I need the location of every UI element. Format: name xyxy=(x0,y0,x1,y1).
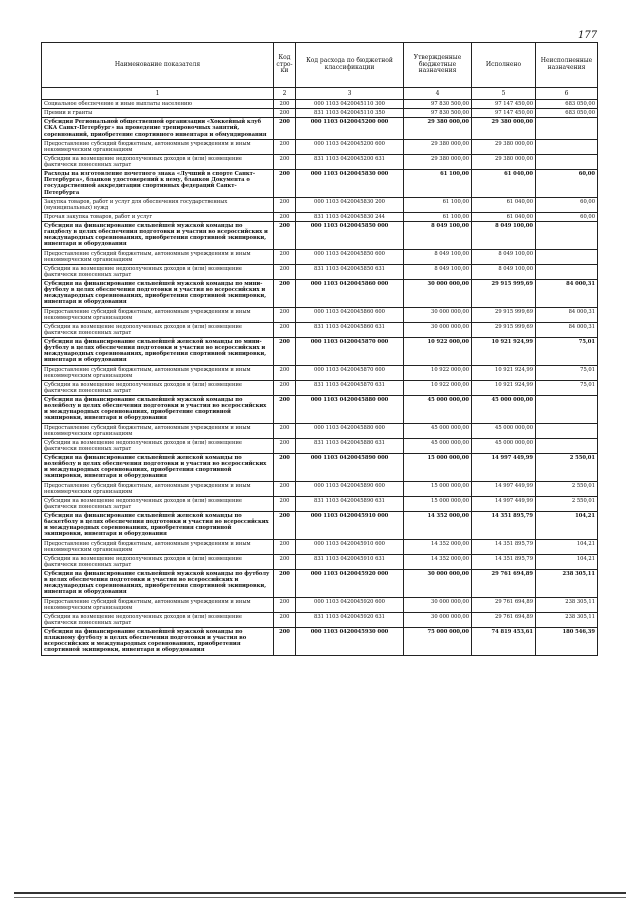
approved-amount-cell: 15 000 000,00 xyxy=(404,481,472,496)
executed-amount-cell: 8 049 100,00 xyxy=(472,249,536,264)
executed-amount-cell: 29 380 000,00 xyxy=(472,154,536,169)
indicator-name-cell: Субсидии на возмещение недополученных доходов и (или) возмещение фактически понесенных затрат xyxy=(42,264,274,279)
unexecuted-amount-cell xyxy=(536,423,598,438)
indicator-name-cell: Субсидии на возмещение недополученных доходов и (или) возмещение фактически понесенных затрат xyxy=(42,154,274,169)
line-code-cell: 200 xyxy=(274,612,296,627)
budget-code-cell: 000 1103 0420045890 000 xyxy=(296,454,404,482)
indicator-name-cell: Субсидия на финансирование сильнейшей мужской команды по гандболу в целях обеспечения подготовки и участия во всероссийских и международных соревнованиях, приобретения спортивной экипировки, инвентаря и оборудования xyxy=(42,222,274,250)
line-code-cell: 200 xyxy=(274,109,296,118)
executed-amount-cell: 45 000 000,00 xyxy=(472,423,536,438)
table-row xyxy=(42,365,598,380)
indicator-name-cell: Предоставление субсидий бюджетным, автономным учреждениям и иным некоммерческим организациям xyxy=(42,481,274,496)
approved-amount-cell: 15 000 000,00 xyxy=(404,496,472,511)
line-code-cell: 200 xyxy=(274,222,296,250)
unexecuted-amount-cell xyxy=(536,118,598,139)
line-code-cell: 200 xyxy=(274,438,296,453)
unexecuted-amount-cell: 238 305,11 xyxy=(536,570,598,598)
line-code-cell: 200 xyxy=(274,496,296,511)
approved-amount-cell: 10 922 000,00 xyxy=(404,365,472,380)
column-number: 5 xyxy=(472,88,536,100)
unexecuted-amount-cell: 238 305,11 xyxy=(536,597,598,612)
budget-code-cell: 000 1103 0420045200 600 xyxy=(296,139,404,154)
table-row xyxy=(42,539,598,554)
footer-rule xyxy=(14,892,626,894)
table-row xyxy=(42,438,598,453)
executed-amount-cell: 29 761 694,89 xyxy=(472,612,536,627)
executed-amount-cell: 29 915 999,69 xyxy=(472,280,536,308)
unexecuted-amount-cell: 60,00 xyxy=(536,212,598,221)
executed-amount-cell: 74 819 453,61 xyxy=(472,628,536,656)
header-indicator-name: Наименование показателя xyxy=(42,43,274,88)
unexecuted-amount-cell xyxy=(536,264,598,279)
indicator-name-cell: Прочая закупка товаров, работ и услуг xyxy=(42,212,274,221)
approved-amount-cell: 29 380 000,00 xyxy=(404,118,472,139)
budget-code-cell: 831 1103 0420045910 631 xyxy=(296,554,404,569)
line-code-cell: 200 xyxy=(274,454,296,482)
unexecuted-amount-cell xyxy=(536,438,598,453)
line-code-cell: 200 xyxy=(274,139,296,154)
line-code-cell: 200 xyxy=(274,249,296,264)
unexecuted-amount-cell xyxy=(536,249,598,264)
table-row xyxy=(42,280,598,308)
column-number: 6 xyxy=(536,88,598,100)
indicator-name-cell: Субсидии на возмещение недополученных доходов и (или) возмещение фактически понесенных затрат xyxy=(42,496,274,511)
table-body xyxy=(42,100,598,656)
executed-amount-cell: 61 040,00 xyxy=(472,197,536,212)
unexecuted-amount-cell: 2 550,01 xyxy=(536,454,598,482)
line-code-cell: 200 xyxy=(274,423,296,438)
table-row xyxy=(42,154,598,169)
table-row xyxy=(42,170,598,198)
budget-code-cell: 831 1103 0420045110 350 xyxy=(296,109,404,118)
approved-amount-cell: 10 922 000,00 xyxy=(404,338,472,366)
approved-amount-cell: 14 352 000,00 xyxy=(404,512,472,540)
line-code-cell: 200 xyxy=(274,396,296,424)
indicator-name-cell: Расходы на изготовление почетного знака «Лучший в спорте Санкт-Петербурга», бланков удостоверений к нему, бланков Документа о государственной аккредитации спортивных федераций Санкт-Петербурга xyxy=(42,170,274,198)
indicator-name-cell: Предоставление субсидий бюджетным, автономным учреждениям и иным некоммерческим организациям xyxy=(42,249,274,264)
budget-code-cell: 000 1103 0420045110 300 xyxy=(296,100,404,109)
indicator-name-cell: Субсидия на финансирование сильнейшей женской команды по мини-футболу в целях обеспечения подготовки и участия во всероссийских и международных соревнованиях, приобретения спортивной экипировки, инвентаря и оборудования xyxy=(42,338,274,366)
indicator-name-cell: Предоставление субсидий бюджетным, автономным учреждениям и иным некоммерческим организациям xyxy=(42,365,274,380)
executed-amount-cell: 10 921 924,99 xyxy=(472,365,536,380)
executed-amount-cell: 29 761 694,89 xyxy=(472,597,536,612)
approved-amount-cell: 8 049 100,00 xyxy=(404,249,472,264)
approved-amount-cell: 61 100,00 xyxy=(404,170,472,198)
budget-code-cell: 000 1103 0420045870 600 xyxy=(296,365,404,380)
indicator-name-cell: Субсидии на возмещение недополученных доходов и (или) возмещение фактически понесенных затрат xyxy=(42,612,274,627)
executed-amount-cell: 29 915 999,69 xyxy=(472,307,536,322)
budget-code-cell: 000 1103 0420045890 600 xyxy=(296,481,404,496)
table-row xyxy=(42,570,598,598)
executed-amount-cell: 61 040,00 xyxy=(472,212,536,221)
executed-amount-cell: 14 351 895,79 xyxy=(472,554,536,569)
budget-code-cell: 000 1103 0420045870 000 xyxy=(296,338,404,366)
table-row xyxy=(42,612,598,627)
unexecuted-amount-cell: 84 000,31 xyxy=(536,307,598,322)
indicator-name-cell: Субсидия на финансирование сильнейшей мужской команды по футболу в целях обеспечения подготовки и участия во всероссийских и международных соревнованиях, приобретения спортивной экипировки, инвентаря и оборудования xyxy=(42,570,274,598)
unexecuted-amount-cell: 104,21 xyxy=(536,512,598,540)
line-code-cell: 200 xyxy=(274,212,296,221)
budget-code-cell: 000 1103 0420045910 000 xyxy=(296,512,404,540)
unexecuted-amount-cell xyxy=(536,222,598,250)
line-code-cell: 200 xyxy=(274,322,296,337)
budget-code-cell: 000 1103 0420045920 000 xyxy=(296,570,404,598)
table-row xyxy=(42,423,598,438)
column-number: 2 xyxy=(274,88,296,100)
approved-amount-cell: 75 000 000,00 xyxy=(404,628,472,656)
line-code-cell: 200 xyxy=(274,154,296,169)
budget-code-cell: 831 1103 0420045200 631 xyxy=(296,154,404,169)
unexecuted-amount-cell: 75,01 xyxy=(536,365,598,380)
indicator-name-cell: Закупка товаров, работ и услуг для обеспечения государственных (муниципальных) нужд xyxy=(42,197,274,212)
approved-amount-cell: 45 000 000,00 xyxy=(404,438,472,453)
unexecuted-amount-cell: 60,00 xyxy=(536,170,598,198)
unexecuted-amount-cell: 104,21 xyxy=(536,539,598,554)
approved-amount-cell: 97 830 500,00 xyxy=(404,100,472,109)
approved-amount-cell: 30 000 000,00 xyxy=(404,612,472,627)
indicator-name-cell: Премии и гранты xyxy=(42,109,274,118)
indicator-name-cell: Предоставление субсидий бюджетным, автономным учреждениям и иным некоммерческим организациям xyxy=(42,539,274,554)
indicator-name-cell: Субсидии на возмещение недополученных доходов и (или) возмещение фактически понесенных затрат xyxy=(42,554,274,569)
approved-amount-cell: 61 100,00 xyxy=(404,212,472,221)
unexecuted-amount-cell: 683 050,00 xyxy=(536,109,598,118)
table-row xyxy=(42,212,598,221)
header-line-code: Код стро-ки xyxy=(274,43,296,88)
unexecuted-amount-cell xyxy=(536,396,598,424)
line-code-cell: 200 xyxy=(274,264,296,279)
budget-code-cell: 000 1103 0420045910 600 xyxy=(296,539,404,554)
executed-amount-cell: 45 000 000,00 xyxy=(472,438,536,453)
column-number: 1 xyxy=(42,88,274,100)
line-code-cell: 200 xyxy=(274,338,296,366)
unexecuted-amount-cell: 180 546,39 xyxy=(536,628,598,656)
table-row xyxy=(42,100,598,109)
executed-amount-cell: 45 000 000,00 xyxy=(472,396,536,424)
table-header-row xyxy=(42,43,598,88)
table-row xyxy=(42,109,598,118)
approved-amount-cell: 29 380 000,00 xyxy=(404,154,472,169)
unexecuted-amount-cell: 75,01 xyxy=(536,380,598,395)
table-row xyxy=(42,222,598,250)
approved-amount-cell: 30 000 000,00 xyxy=(404,570,472,598)
executed-amount-cell: 10 921 924,99 xyxy=(472,338,536,366)
unexecuted-amount-cell: 60,00 xyxy=(536,197,598,212)
line-code-cell: 200 xyxy=(274,481,296,496)
approved-amount-cell: 61 100,00 xyxy=(404,197,472,212)
executed-amount-cell: 8 049 100,00 xyxy=(472,264,536,279)
executed-amount-cell: 29 380 000,00 xyxy=(472,139,536,154)
table-row xyxy=(42,249,598,264)
budget-code-cell: 831 1103 0420045890 631 xyxy=(296,496,404,511)
budget-code-cell: 000 1103 0420045830 000 xyxy=(296,170,404,198)
unexecuted-amount-cell: 683 050,00 xyxy=(536,100,598,109)
approved-amount-cell: 14 352 000,00 xyxy=(404,539,472,554)
unexecuted-amount-cell xyxy=(536,139,598,154)
budget-code-cell: 000 1103 0420045850 600 xyxy=(296,249,404,264)
page-number: 177 xyxy=(578,30,598,41)
approved-amount-cell: 8 049 100,00 xyxy=(404,222,472,250)
table-row xyxy=(42,139,598,154)
table-row xyxy=(42,338,598,366)
budget-code-cell: 000 1103 0420045860 600 xyxy=(296,307,404,322)
executed-amount-cell: 14 351 895,79 xyxy=(472,512,536,540)
unexecuted-amount-cell: 2 550,01 xyxy=(536,481,598,496)
executed-amount-cell: 14 997 449,99 xyxy=(472,481,536,496)
header-unexecuted: Неисполненные назначения xyxy=(536,43,598,88)
table-row xyxy=(42,118,598,139)
approved-amount-cell: 30 000 000,00 xyxy=(404,307,472,322)
unexecuted-amount-cell: 84 000,31 xyxy=(536,322,598,337)
approved-amount-cell: 30 000 000,00 xyxy=(404,280,472,308)
header-budget-code: Код расхода по бюджетной классификации xyxy=(296,43,404,88)
budget-code-cell: 831 1103 0420045850 631 xyxy=(296,264,404,279)
executed-amount-cell: 14 997 449,99 xyxy=(472,496,536,511)
approved-amount-cell: 97 830 500,00 xyxy=(404,109,472,118)
indicator-name-cell: Субсидия на финансирование сильнейшей женской команды по баскетболу в целях обеспечения подготовки и участия во всероссийских и международных соревнованиях, приобретения спортивной экипировки, инвентаря и оборудования xyxy=(42,512,274,540)
indicator-name-cell: Субсидия на финансирование сильнейшей женской команды по волейболу в целях обеспечения подготовки и участия во всероссийских и международных соревнованиях, приобретения спортивной экипировки, инвентаря и оборудования xyxy=(42,454,274,482)
budget-execution-table xyxy=(41,42,598,656)
executed-amount-cell: 14 351 895,79 xyxy=(472,539,536,554)
executed-amount-cell: 14 997 449,99 xyxy=(472,454,536,482)
budget-code-cell: 000 1103 0420045200 000 xyxy=(296,118,404,139)
approved-amount-cell: 29 380 000,00 xyxy=(404,139,472,154)
budget-code-cell: 831 1103 0420045880 631 xyxy=(296,438,404,453)
line-code-cell: 200 xyxy=(274,554,296,569)
indicator-name-cell: Субсидия на финансирование сильнейшей мужской команды по пляжному футболу в целях обеспечения подготовки и участия во всероссийских и международных соревнованиях, приобретения спортивной экипировки, инвентаря и оборудования xyxy=(42,628,274,656)
table-row xyxy=(42,307,598,322)
budget-code-cell: 000 1103 0420045880 600 xyxy=(296,423,404,438)
indicator-name-cell: Субсидия на финансирование сильнейшей мужской команды по мини-футболу в целях обеспечения подготовки и участия во всероссийских и международных соревнованиях, приобретения спортивной экипировки, инвентаря и оборудования xyxy=(42,280,274,308)
table-row xyxy=(42,628,598,656)
indicator-name-cell: Субсидия Региональной общественной организации «Хоккейный клуб СКА Санкт-Петербург» на проведение тренировочных занятий, соревнований, приобретение спортивного инвентаря и обмундирования xyxy=(42,118,274,139)
table-row xyxy=(42,454,598,482)
approved-amount-cell: 14 352 000,00 xyxy=(404,554,472,569)
approved-amount-cell: 30 000 000,00 xyxy=(404,597,472,612)
line-code-cell: 200 xyxy=(274,512,296,540)
unexecuted-amount-cell: 2 550,01 xyxy=(536,496,598,511)
column-number-row xyxy=(42,88,598,100)
budget-code-cell: 831 1103 0420045870 631 xyxy=(296,380,404,395)
table-row xyxy=(42,264,598,279)
budget-code-cell: 000 1103 0420045930 000 xyxy=(296,628,404,656)
indicator-name-cell: Субсидии на возмещение недополученных доходов и (или) возмещение фактически понесенных затрат xyxy=(42,380,274,395)
line-code-cell: 200 xyxy=(274,118,296,139)
header-executed: Исполнено xyxy=(472,43,536,88)
footer-rule-thin xyxy=(14,897,626,898)
budget-code-cell: 831 1103 0420045830 244 xyxy=(296,212,404,221)
table-row xyxy=(42,322,598,337)
indicator-name-cell: Предоставление субсидий бюджетным, автономным учреждениям и иным некоммерческим организациям xyxy=(42,423,274,438)
unexecuted-amount-cell: 75,01 xyxy=(536,338,598,366)
executed-amount-cell: 29 761 694,89 xyxy=(472,570,536,598)
header-approved: Утвержденные бюджетные назначения xyxy=(404,43,472,88)
column-number: 3 xyxy=(296,88,404,100)
indicator-name-cell: Субсидии на возмещение недополученных доходов и (или) возмещение фактически понесенных затрат xyxy=(42,438,274,453)
table-row xyxy=(42,512,598,540)
line-code-cell: 200 xyxy=(274,197,296,212)
table-row xyxy=(42,197,598,212)
budget-code-cell: 000 1103 0420045880 000 xyxy=(296,396,404,424)
line-code-cell: 200 xyxy=(274,628,296,656)
budget-code-cell: 000 1103 0420045850 000 xyxy=(296,222,404,250)
indicator-name-cell: Предоставление субсидий бюджетным, автономным учреждениям и иным некоммерческим организациям xyxy=(42,139,274,154)
column-number: 4 xyxy=(404,88,472,100)
indicator-name-cell: Социальное обеспечение и иные выплаты населению xyxy=(42,100,274,109)
budget-code-cell: 831 1103 0420045860 631 xyxy=(296,322,404,337)
budget-code-cell: 000 1103 0420045920 600 xyxy=(296,597,404,612)
indicator-name-cell: Предоставление субсидий бюджетным, автономным учреждениям и иным некоммерческим организациям xyxy=(42,597,274,612)
executed-amount-cell: 29 915 999,69 xyxy=(472,322,536,337)
table-row xyxy=(42,496,598,511)
unexecuted-amount-cell: 238 305,11 xyxy=(536,612,598,627)
line-code-cell: 200 xyxy=(274,365,296,380)
line-code-cell: 200 xyxy=(274,380,296,395)
line-code-cell: 200 xyxy=(274,539,296,554)
table-row xyxy=(42,554,598,569)
executed-amount-cell: 8 049 100,00 xyxy=(472,222,536,250)
approved-amount-cell: 30 000 000,00 xyxy=(404,322,472,337)
approved-amount-cell: 45 000 000,00 xyxy=(404,396,472,424)
unexecuted-amount-cell: 104,21 xyxy=(536,554,598,569)
budget-code-cell: 831 1103 0420045920 631 xyxy=(296,612,404,627)
table-row xyxy=(42,481,598,496)
table-row xyxy=(42,597,598,612)
executed-amount-cell: 29 380 000,00 xyxy=(472,118,536,139)
approved-amount-cell: 10 922 000,00 xyxy=(404,380,472,395)
line-code-cell: 200 xyxy=(274,280,296,308)
approved-amount-cell: 8 049 100,00 xyxy=(404,264,472,279)
indicator-name-cell: Предоставление субсидий бюджетным, автономным учреждениям и иным некоммерческим организациям xyxy=(42,307,274,322)
approved-amount-cell: 45 000 000,00 xyxy=(404,423,472,438)
indicator-name-cell: Субсидии на возмещение недополученных доходов и (или) возмещение фактически понесенных затрат xyxy=(42,322,274,337)
executed-amount-cell: 10 921 924,99 xyxy=(472,380,536,395)
executed-amount-cell: 61 040,00 xyxy=(472,170,536,198)
indicator-name-cell: Субсидия на финансирование сильнейшей мужской команды по волейболу в целях обеспечения подготовки и участия во всероссийских и международных соревнованиях, приобретение спортивной экипировки, инвентаря и оборудования xyxy=(42,396,274,424)
table-row xyxy=(42,380,598,395)
line-code-cell: 200 xyxy=(274,170,296,198)
approved-amount-cell: 15 000 000,00 xyxy=(404,454,472,482)
line-code-cell: 200 xyxy=(274,597,296,612)
budget-code-cell: 000 1103 0420045860 000 xyxy=(296,280,404,308)
budget-code-cell: 000 1103 0420045830 200 xyxy=(296,197,404,212)
unexecuted-amount-cell: 84 000,31 xyxy=(536,280,598,308)
unexecuted-amount-cell xyxy=(536,154,598,169)
line-code-cell: 200 xyxy=(274,100,296,109)
executed-amount-cell: 97 147 450,00 xyxy=(472,100,536,109)
table-row xyxy=(42,396,598,424)
executed-amount-cell: 97 147 450,00 xyxy=(472,109,536,118)
line-code-cell: 200 xyxy=(274,307,296,322)
line-code-cell: 200 xyxy=(274,570,296,598)
